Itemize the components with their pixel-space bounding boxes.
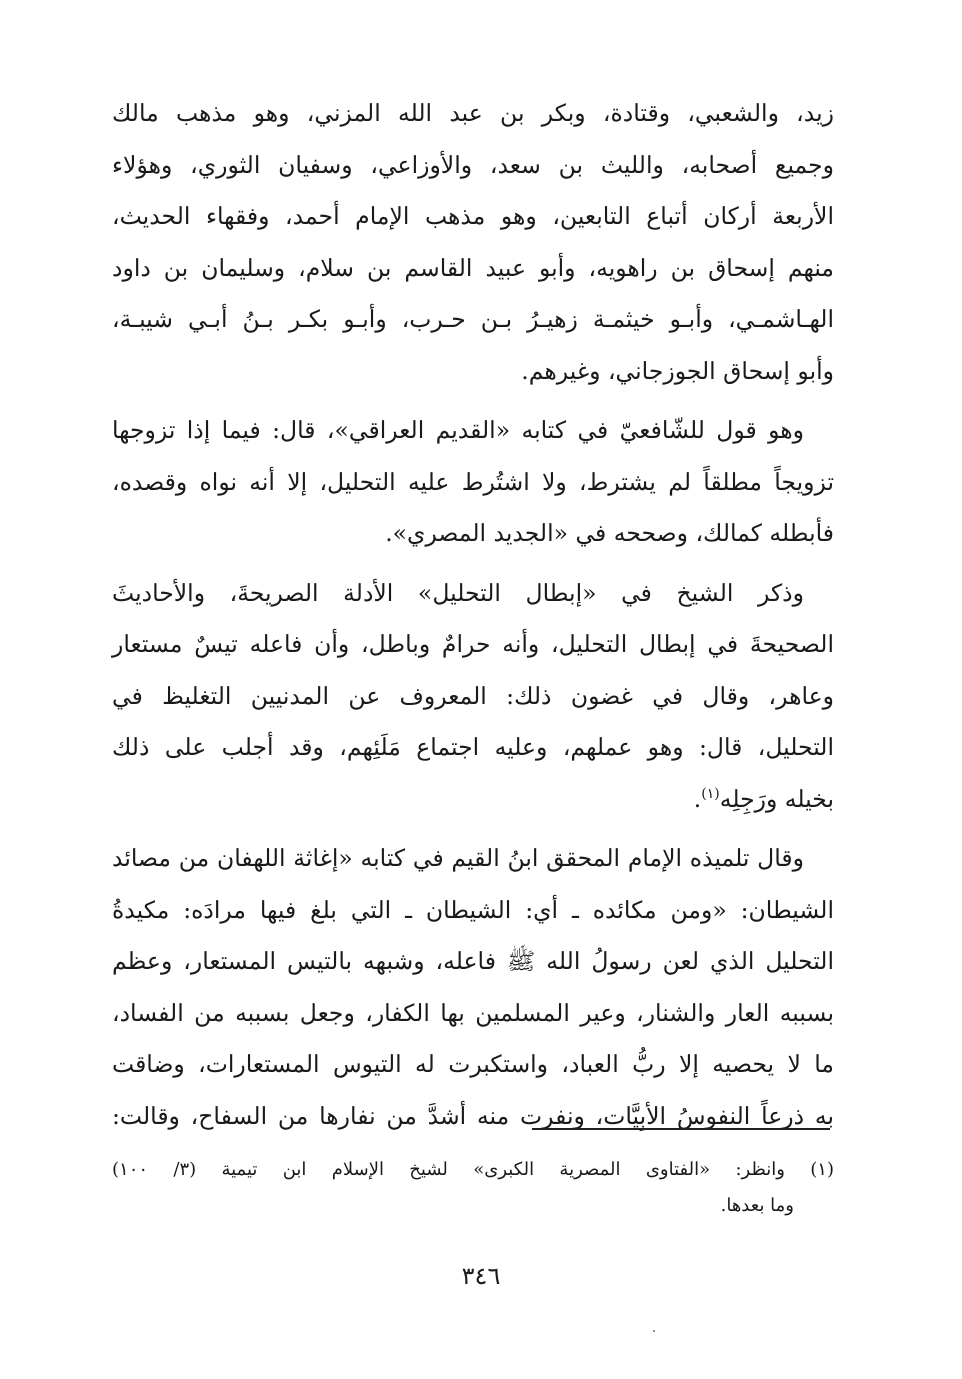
text-fragment: بخيله ورَجِلِه: [719, 784, 834, 813]
text-line: الشيطان: «ومن مكائده ـ أي: الشيطان ـ التي بلغ فيها مرادَه: مكيدةُ: [112, 895, 834, 924]
footnote-line: وما بعدها.: [720, 1195, 794, 1216]
text-line: تزويجاً مطلقاً لم يشترط، ولا اشتُرط عليه التحليل، إلا أنه نواه وقصده،: [112, 467, 834, 496]
text-line: [112, 774, 834, 826]
text-line: بسببه العار والشنار، وعير المسلمين بها الكفار، وجعل بسببه من الفساد،: [112, 998, 834, 1027]
text-line: وأبو إسحاق الجوزجاني، وغيرهم.: [521, 356, 834, 385]
paragraph-1: [112, 88, 834, 397]
footnote-marker[interactable]: (١): [701, 785, 720, 802]
text-line: وجميع أصحابه، والليث بن سعد، والأوزاعي، وسفيان الثوري، وهؤلاء: [112, 150, 834, 179]
paragraph-3: [112, 568, 834, 826]
main-text: [112, 88, 834, 1150]
text-line: الهـاشمـي، وأبـو خيثمـة زهيـرُ بـن حـرب، وأبـو بكـر بـنُ أبـي شيبـة،: [112, 305, 834, 333]
text-line: به ذرعاً النفوسُ الأبِيَّات، ونفرت منه أشدَّ من نفارها من السفاح، وقالت:: [112, 1101, 834, 1130]
paragraph-2: [112, 405, 834, 560]
page-number: ٣٤٦: [461, 1262, 501, 1290]
scan-speck: [653, 1330, 655, 1332]
text-line: زيد، والشعبي، وقتادة، وبكر بن عبد الله المزني، وهو مذهب مالك: [112, 99, 834, 127]
text-line: فأبطله كمالك، وصححه في «الجديد المصري».: [385, 519, 834, 547]
text-line: ما لا يحصيه إلا ربُّ العباد، واستكبرت له التيوس المستعارات، وضاقت: [112, 1050, 834, 1078]
text-line: الصحيحةَ في إبطال التحليل، وأنه حرامٌ وباطل، وأن فاعله تيسٌ مستعار: [112, 630, 834, 658]
text-line: التحليل، قال: وهو عملهم، وعليه اجتماع مَلَئِهم، وقد أجلب على ذلك: [112, 733, 834, 761]
text-line: التحليل الذي لعن رسولُ الله ﷺ فاعله، وشبهه بالتيس المستعار، وعظم: [112, 947, 834, 975]
end-punctuation: .: [693, 784, 702, 813]
text-line: الأربعة أركان أتباع التابعين، وهو مذهب الإمام أحمد، وفقهاء الحديث،: [112, 202, 834, 230]
footnote-divider: [532, 1128, 830, 1130]
paragraph-4: [112, 833, 834, 1142]
footnote: [112, 1152, 834, 1224]
text-line: وقال تلميذه الإمام المحقق ابنُ القيم في كتابه «إغاثة اللهفان من مصائد: [112, 844, 804, 872]
text-line: وعاهر، وقال في غضون ذلك: المعروف عن المدنيين التغليظ في: [112, 681, 834, 710]
text-line: وذكر الشيخ في «إبطال التحليل» الأدلة الصريحةَ، والأحاديثَ: [112, 578, 805, 607]
text-line: وهو قول للشّافعيّ في كتابه «القديم العراقي»، قال: فيما إذا تزوجها: [112, 416, 804, 444]
text-line: منهم إسحاق بن راهويه، وأبو عبيد القاسم بن سلام، وسليمان بن داود: [112, 253, 834, 282]
footnote-line: (١) وانظر: «الفتاوى المصرية الكبرى» لشيخ الإسلام ابن تيمية (٣/ ١٠٠): [112, 1159, 834, 1180]
